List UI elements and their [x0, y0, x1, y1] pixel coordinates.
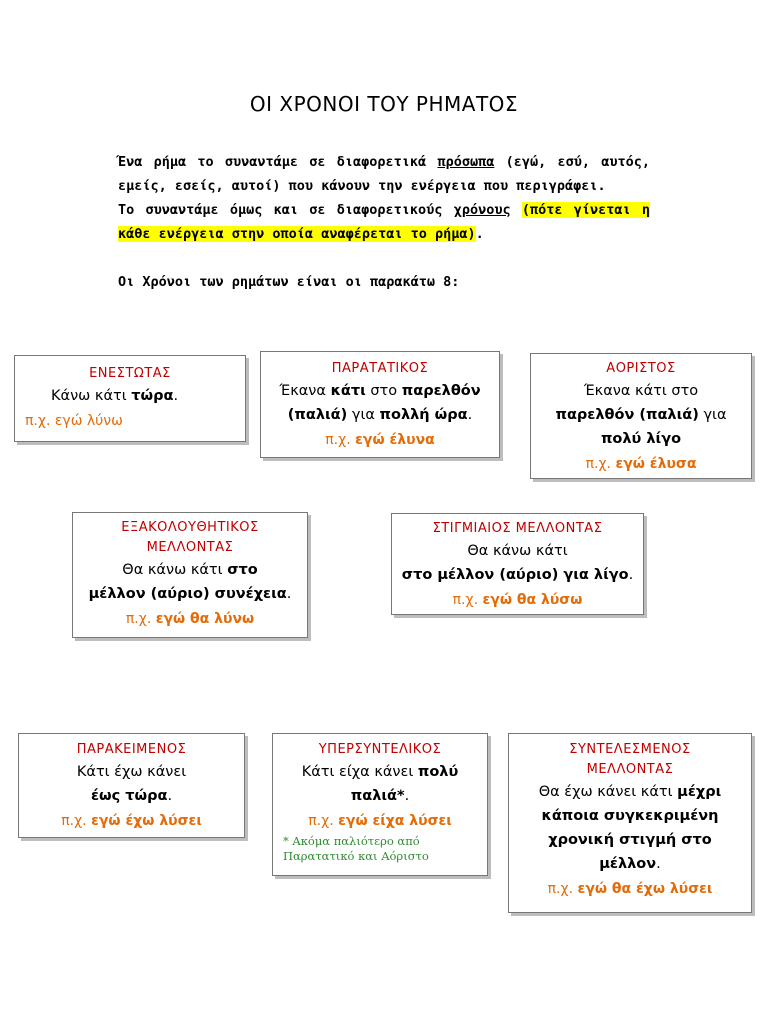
tense-title: ΣΥΝΤΕΛΕΣΜΕΝΟΣ — [569, 742, 691, 757]
intro-paragraph-persons: Ένα ρήμα το συναντάμε σε διαφορετικά πρόσωπα (εγώ, εσύ, αυτός, εμείς, εσείς, αυτοί) που κάνουν την ενέργεια που περιγράφει. — [118, 154, 650, 194]
tense-example: π.χ. εγώ είχα λύσει — [308, 813, 452, 829]
tense-title: ΥΠΕΡΣΥΝΤΕΛΙΚΟΣ — [318, 742, 442, 757]
tense-example: π.χ. εγώ έχω λύσει — [61, 813, 202, 829]
intro-paragraph-tenses: Το συναντάμε όμως και σε διαφορετικούς χρόνους (πότε γίνεται η κάθε ενέργεια στην οποία αναφέρεται το ρήμα). — [118, 202, 650, 242]
tense-box-syntelesmenos: ΣΥΝΤΕΛΕΣΜΕΝΟΣ ΜΕΛΛΟΝΤΑΣ Θα έχω κάνει κάτι μέχρι κάποια συγκεκριμένη χρονική στιγμή στο μέλλον. π.χ. εγώ θα έχω λύσει — [508, 733, 752, 913]
tense-box-parakeimenos: ΠΑΡΑΚΕΙΜΕΝΟΣ Κάτι έχω κάνει έως τώρα. π.χ. εγώ έχω λύσει — [18, 733, 245, 838]
intro-text — [118, 150, 650, 294]
tense-example: π.χ. εγώ έλυσα — [585, 456, 697, 472]
tense-example: π.χ. εγώ θα έχω λύσει — [547, 881, 713, 897]
tense-box-enestotas: ΕΝΕΣΤΩΤΑΣ Κάνω κάτι τώρα. π.χ. εγώ λύνω — [14, 355, 246, 442]
tense-title: ΕΝΕΣΤΩΤΑΣ — [89, 366, 171, 381]
footnote: * Ακόμα παλιότερο από Παρατατικό και Αόριστο — [283, 834, 429, 863]
page-title: ΟΙ ΧΡΟΝΟΙ ΤΟΥ ΡΗΜΑΤΟΣ — [249, 92, 519, 116]
tense-title: ΠΑΡΑΚΕΙΜΕΝΟΣ — [76, 742, 187, 757]
tense-example: π.χ. εγώ θα λύσω — [452, 592, 583, 608]
tense-example: π.χ. εγώ λύνω — [25, 413, 123, 429]
intro-subheading: Οι Χρόνοι των ρημάτων είναι οι παρακάτω 8: — [118, 274, 460, 290]
tense-title: ΠΑΡΑΤΑΤΙΚΟΣ — [331, 361, 429, 376]
tense-title: ΑΟΡΙΣΤΟΣ — [606, 361, 676, 376]
tense-box-aoristos: ΑΟΡΙΣΤΟΣ Έκανα κάτι στο παρελθόν (παλιά) για πολύ λίγο π.χ. εγώ έλυσα — [530, 353, 752, 479]
tense-box-ypersyntelikos: ΥΠΕΡΣΥΝΤΕΛΙΚΟΣ Κάτι είχα κάνει πολύ παλιά*. π.χ. εγώ είχα λύσει * Ακόμα παλιότερο από Παρατατικό και Αόριστο — [272, 733, 488, 876]
tense-box-exakolouthitikos: ΕΞΑΚΟΛΟΥΘΗΤΙΚΟΣ ΜΕΛΛΟΝΤΑΣ Θα κάνω κάτι στο μέλλον (αύριο) συνέχεια. π.χ. εγώ θα λύνω — [72, 512, 308, 638]
tense-example: π.χ. εγώ έλυνα — [325, 432, 435, 448]
tense-box-stigmiaios: ΣΤΙΓΜΙΑΙΟΣ ΜΕΛΛΟΝΤΑΣ Θα κάνω κάτι στο μέλλον (αύριο) για λίγο. π.χ. εγώ θα λύσω — [391, 513, 644, 615]
tense-title: ΕΞΑΚΟΛΟΥΘΗΤΙΚΟΣ — [121, 520, 259, 535]
tense-box-paratatikos: ΠΑΡΑΤΑΤΙΚΟΣ Έκανα κάτι στο παρελθόν (παλιά) για πολλή ώρα. π.χ. εγώ έλυνα — [260, 351, 500, 458]
tense-title: ΣΤΙΓΜΙΑΙΟΣ ΜΕΛΛΟΝΤΑΣ — [432, 521, 603, 536]
tense-example: π.χ. εγώ θα λύνω — [125, 611, 255, 627]
highlighted-text: (πότε γίνεται η κάθε ενέργεια στην οποία αναφέρεται το ρήμα) — [118, 202, 650, 242]
